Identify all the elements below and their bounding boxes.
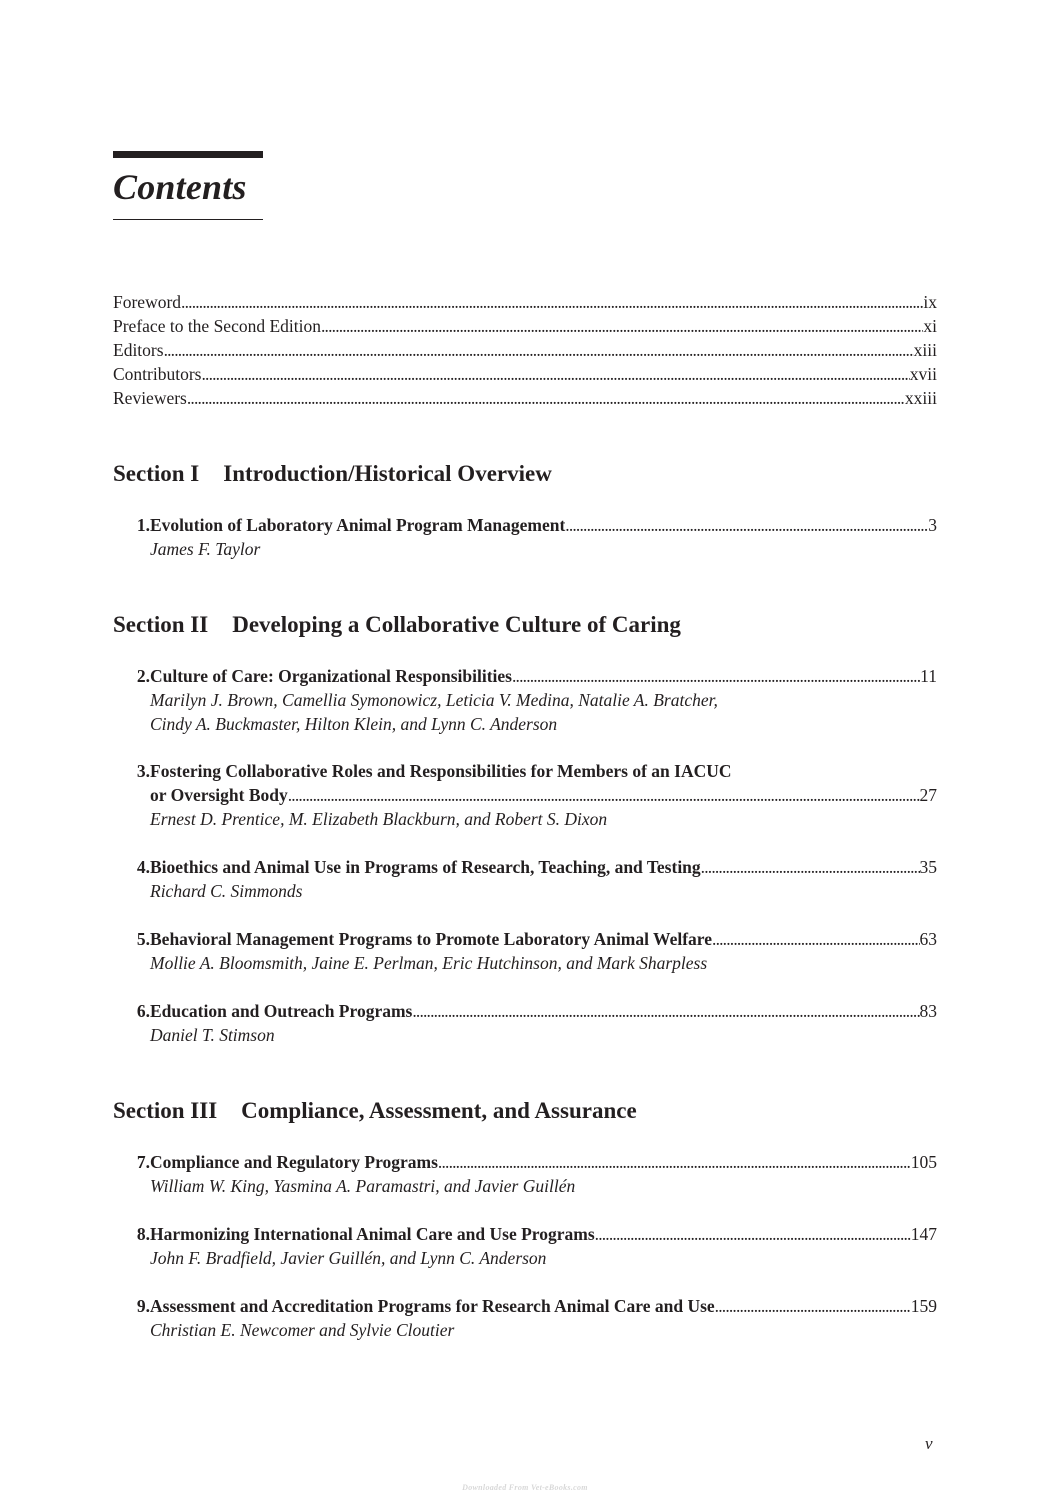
dot-leader bbox=[164, 338, 914, 362]
chapter-authors: James F. Taylor bbox=[150, 539, 261, 559]
chapter-title: Behavioral Management Programs to Promote Laboratory Animal Welfare bbox=[150, 929, 713, 949]
section-number: Section I bbox=[113, 461, 200, 486]
chapter-number: 9. bbox=[136, 1296, 150, 1316]
chapter-title: Harmonizing International Animal Care and Use Programs bbox=[150, 1224, 595, 1244]
chapter-entry[interactable] bbox=[113, 513, 937, 561]
section-title: Introduction/Historical Overview bbox=[223, 461, 552, 486]
chapter-entry[interactable] bbox=[113, 927, 937, 975]
chapter-authors: John F. Bradfield, Javier Guillén, and Lynn C. Anderson bbox=[150, 1248, 547, 1268]
chapter-number: 3. bbox=[136, 761, 150, 781]
front-matter-label: Editors bbox=[113, 340, 164, 360]
title-rule-bottom bbox=[113, 219, 263, 220]
chapter-title: Education and Outreach Programs bbox=[150, 1001, 413, 1021]
front-matter-page: xxiii bbox=[904, 388, 937, 408]
chapter-title: Assessment and Accreditation Programs for Research Animal Care and Use bbox=[150, 1296, 715, 1316]
section-title: Developing a Collaborative Culture of Caring bbox=[232, 612, 681, 637]
chapter-title: Fostering Collaborative Roles and Responsibilities for Members of an IACUC bbox=[150, 761, 732, 781]
dot-leader bbox=[565, 513, 928, 537]
front-matter-label: Preface to the Second Edition bbox=[113, 316, 321, 336]
chapter-entry[interactable] bbox=[113, 1222, 937, 1270]
chapter-entry[interactable] bbox=[113, 999, 937, 1047]
watermark-text: Downloaded From Vet-eBooks.com bbox=[462, 1483, 588, 1492]
chapter-number: 1. bbox=[136, 515, 150, 535]
dot-leader bbox=[181, 290, 923, 314]
dot-leader bbox=[187, 386, 905, 410]
chapter-authors: Ernest D. Prentice, M. Elizabeth Blackburn, and Robert S. Dixon bbox=[150, 809, 608, 829]
front-matter-page: xvii bbox=[909, 364, 937, 384]
chapter-title: Compliance and Regulatory Programs bbox=[150, 1152, 438, 1172]
dot-leader bbox=[512, 664, 920, 688]
front-matter-label: Contributors bbox=[113, 364, 202, 384]
chapter-page: 159 bbox=[910, 1296, 937, 1316]
chapter-title: Evolution of Laboratory Animal Program Management bbox=[150, 515, 566, 535]
dot-leader bbox=[438, 1150, 911, 1174]
page-title: Contents bbox=[113, 167, 247, 207]
dot-leader bbox=[701, 855, 920, 879]
chapter-page: 147 bbox=[910, 1224, 937, 1244]
chapter-number: 5. bbox=[136, 929, 150, 949]
chapter-page: 63 bbox=[919, 929, 937, 949]
chapter-number: 8. bbox=[136, 1224, 150, 1244]
chapter-number: 7. bbox=[136, 1152, 150, 1172]
title-rule-top bbox=[113, 151, 263, 158]
dot-leader bbox=[288, 783, 920, 807]
chapter-authors: Richard C. Simmonds bbox=[150, 881, 303, 901]
chapter-page: 83 bbox=[919, 1001, 937, 1021]
chapter-authors: William W. King, Yasmina A. Paramastri, and Javier Guillén bbox=[150, 1176, 576, 1196]
chapter-page: 35 bbox=[919, 857, 937, 877]
chapter-page: 11 bbox=[920, 666, 937, 686]
section-number: Section III bbox=[113, 1098, 218, 1123]
front-matter-item[interactable] bbox=[113, 314, 937, 338]
section-heading bbox=[113, 610, 681, 640]
chapter-authors: Marilyn J. Brown, Camellia Symonowicz, Leticia V. Medina, Natalie A. Bratcher, bbox=[150, 690, 718, 710]
chapter-number: 4. bbox=[136, 857, 150, 877]
section-heading bbox=[113, 459, 552, 489]
dot-leader bbox=[712, 927, 919, 951]
section-heading bbox=[113, 1096, 637, 1126]
dot-leader bbox=[201, 362, 909, 386]
front-matter-item[interactable] bbox=[113, 386, 937, 410]
chapter-entry[interactable] bbox=[113, 1150, 937, 1198]
front-matter-list bbox=[113, 290, 937, 410]
chapter-entry[interactable] bbox=[113, 664, 937, 736]
chapter-authors: Daniel T. Stimson bbox=[150, 1025, 275, 1045]
chapter-title: Culture of Care: Organizational Responsibilities bbox=[150, 666, 512, 686]
chapter-authors: Cindy A. Buckmaster, Hilton Klein, and Lynn C. Anderson bbox=[150, 714, 558, 734]
front-matter-item[interactable] bbox=[113, 362, 937, 386]
chapter-page: 105 bbox=[910, 1152, 937, 1172]
section-number: Section II bbox=[113, 612, 209, 637]
chapter-authors: Christian E. Newcomer and Sylvie Cloutier bbox=[150, 1320, 455, 1340]
front-matter-item[interactable] bbox=[113, 338, 937, 362]
front-matter-page: xiii bbox=[913, 340, 937, 360]
front-matter-page: xi bbox=[923, 316, 937, 336]
section-title: Compliance, Assessment, and Assurance bbox=[241, 1098, 637, 1123]
dot-leader bbox=[715, 1294, 911, 1318]
chapter-entry[interactable] bbox=[113, 855, 937, 903]
chapter-number: 2. bbox=[136, 666, 150, 686]
page-folio: v bbox=[925, 1434, 933, 1453]
front-matter-label: Reviewers bbox=[113, 388, 187, 408]
chapter-number: 6. bbox=[136, 1001, 150, 1021]
front-matter-label: Foreword bbox=[113, 292, 182, 312]
front-matter-page: ix bbox=[923, 292, 937, 312]
dot-leader bbox=[412, 999, 919, 1023]
chapter-authors: Mollie A. Bloomsmith, Jaine E. Perlman, Eric Hutchinson, and Mark Sharpless bbox=[150, 953, 708, 973]
chapter-title: Bioethics and Animal Use in Programs of Research, Teaching, and Testing bbox=[150, 857, 701, 877]
chapter-title-continued: or Oversight Body bbox=[150, 785, 288, 805]
chapter-page: 3 bbox=[928, 515, 937, 535]
chapter-entry[interactable] bbox=[113, 759, 937, 831]
front-matter-item[interactable] bbox=[113, 290, 937, 314]
chapter-page: 27 bbox=[919, 785, 937, 805]
dot-leader bbox=[321, 314, 923, 338]
dot-leader bbox=[595, 1222, 911, 1246]
chapter-entry[interactable] bbox=[113, 1294, 937, 1342]
